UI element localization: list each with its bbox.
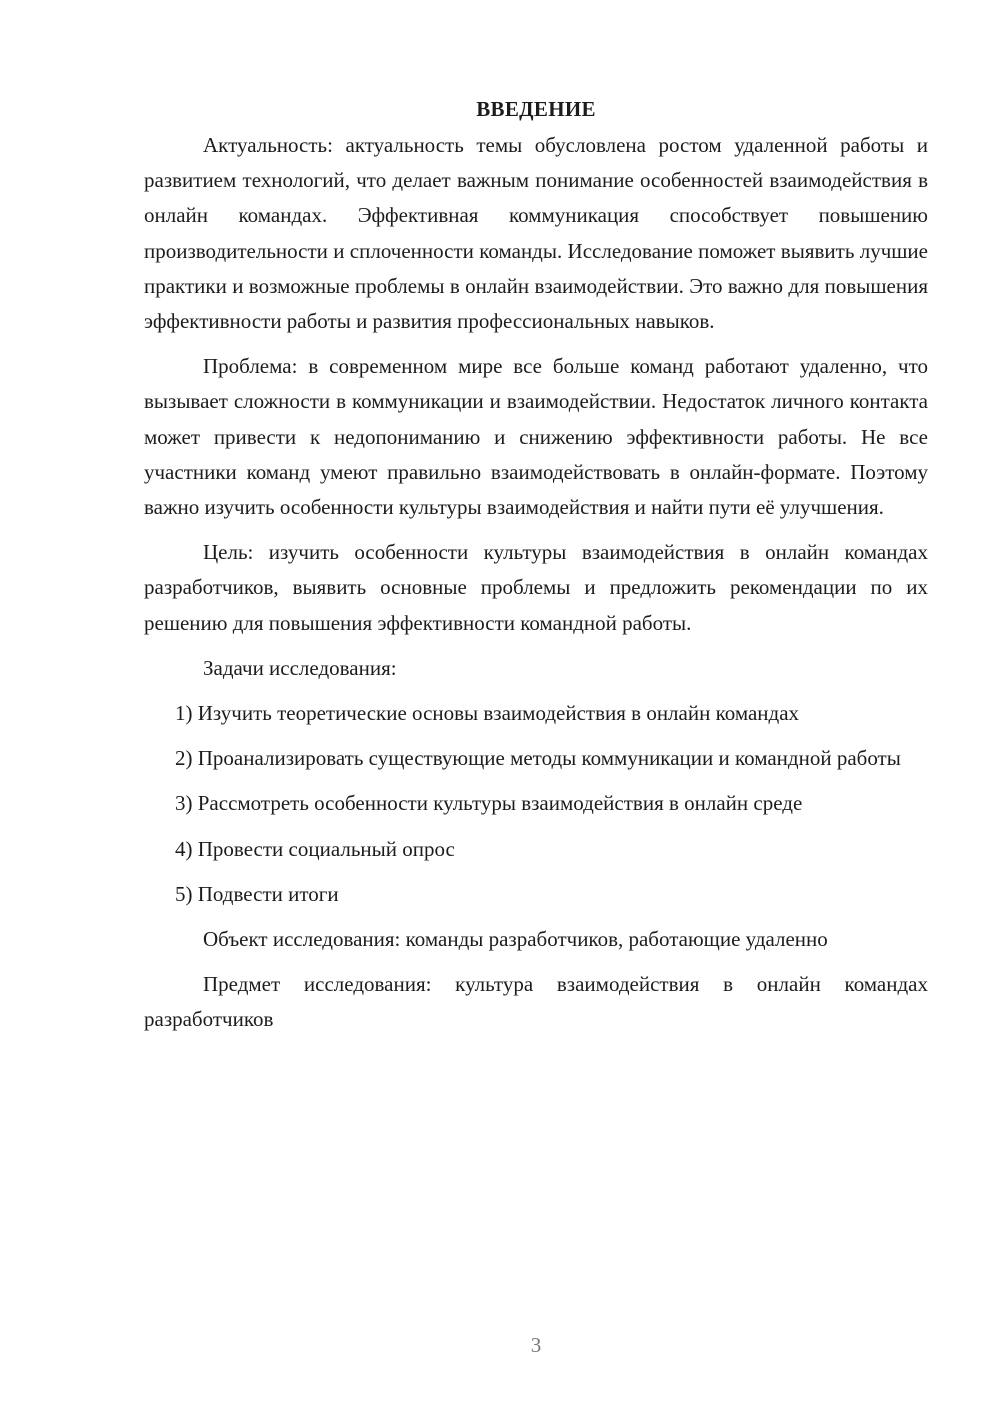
- paragraph-object: Объект исследования: команды разработчиков, работающие удаленно: [203, 927, 828, 952]
- paragraph-goal: Цель: изучить особенности культуры взаимодействия в онлайн командах разработчиков, выявить основные проблемы и предложить рекомендации по их решению для повышения эффективности командной работы.: [144, 540, 928, 635]
- task-item-2: 2) Проанализировать существующие методы коммуникации и командной работы: [175, 746, 901, 771]
- task-item-3: 3) Рассмотреть особенности культуры взаимодействия в онлайн среде: [175, 791, 803, 816]
- paragraph-relevance: Актуальность: актуальность темы обусловлена ростом удаленной работы и развитием технологий, что делает важным понимание особенностей взаимодействия в онлайн командах. Эффективная коммуникация способствует повышению производительности и сплоченности команды. Исследование поможет выявить лучшие практики и возможные проблемы в онлайн взаимодействии. Это важно для повышения эффективности работы и развития профессиональных навыков.: [144, 133, 928, 334]
- paragraph-subject: Предмет исследования: культура взаимодействия в онлайн командах разработчиков: [144, 972, 928, 1032]
- task-item-5: 5) Подвести итоги: [175, 881, 339, 906]
- task-item-1: 1) Изучить теоретические основы взаимодействия в онлайн командах: [175, 701, 800, 726]
- page-number: 3: [530, 1333, 542, 1357]
- section-title: ВВЕДЕНИЕ: [476, 97, 596, 121]
- tasks-heading: Задачи исследования:: [203, 655, 397, 680]
- paragraph-problem: Проблема: в современном мире все больше команд работают удаленно, что вызывает сложности в коммуникации и взаимодействии. Недостаток личного контакта может привести к недопониманию и снижению эффективности работы. Не все участники команд умеют правильно взаимодействовать в онлайн-формате. Поэтому важно изучить особенности культуры взаимодействия и найти пути её улучшения.: [144, 354, 928, 520]
- task-item-4: 4) Провести социальный опрос: [175, 836, 455, 861]
- document-page: [144, 92, 928, 1048]
